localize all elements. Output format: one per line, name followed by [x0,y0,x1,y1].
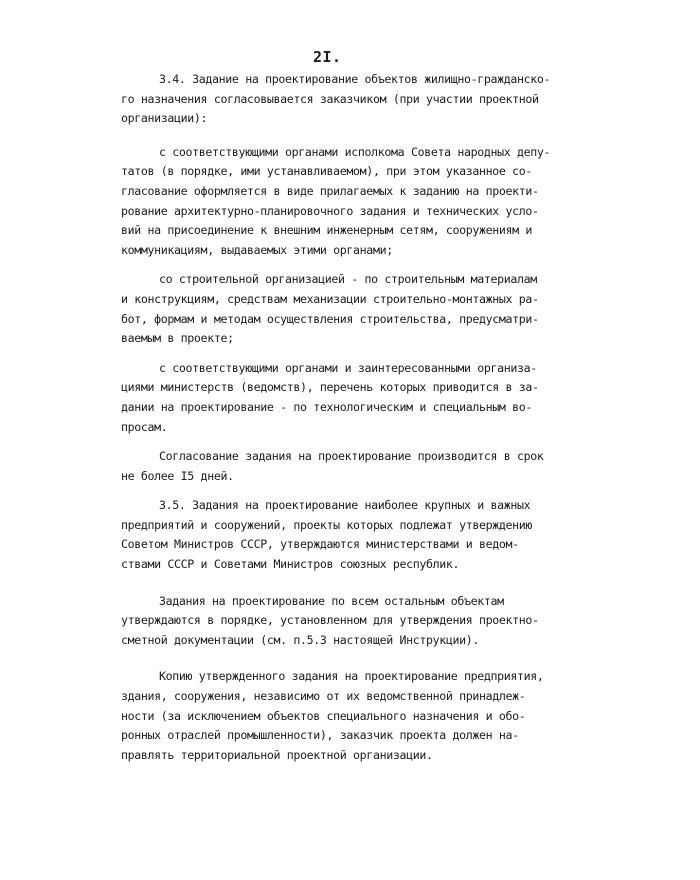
text-line: и конструкциям, средствам механизации строительно-монтажных ра- [121,291,539,306]
page-number: 2I. [313,48,342,66]
paragraph-ministries [121,359,591,437]
paragraph-approval-term [121,447,591,486]
text-line: с соответствующими органами исполкома Совета народных депу- [159,144,551,159]
text-line: правлять территориальной проектной организации. [121,747,433,762]
text-line: ваемым в проекте; [121,331,234,346]
text-line: с соответствующими органами и заинтересованными организа- [159,360,537,375]
text-line: утверждаются в порядке, установленном для утверждения проектно- [121,613,539,628]
text-line: не более I5 дней. [121,468,234,483]
text-line: гласование оформляется в виде прилагаемых к заданию на проекти- [121,183,539,198]
text-line: просам. [121,419,168,434]
document-body [121,70,591,765]
text-line: здания, сооружения, независимо от их ведомственной принадлеж- [121,689,526,704]
text-line: вий на присоединение к внешним инженерным сетям, сооружениям и [121,223,533,238]
paragraph-3-4-intro [121,70,591,129]
text-line: 3.4. Задание на проектирование объектов жилищно-гражданско- [159,72,551,86]
text-line: Советом Министров СССР, утверждаются министерствами и ведом- [121,537,519,552]
text-line: дании на проектирование - по технологическим и специальным во- [121,399,533,414]
text-line: го назначения согласовывается заказчиком (при участии проектной [121,91,539,106]
text-line: ствами СССР и Советами Министров союзных республик. [121,557,460,572]
text-line: коммуникациям, выдаваемых этими органами; [121,242,393,257]
text-line: Копию утвержденного задания на проектирование предприятия, [159,669,544,684]
text-line: рование архитектурно-планировочного задания и технических усло- [121,203,539,218]
paragraph-3-5 [121,496,591,574]
text-line: ности (за исключением объектов специального назначения и обо- [121,708,526,723]
paragraph-construction-organization [121,270,591,348]
text-line: 3.5. Задания на проектирование наиболее крупных и важных [159,498,531,513]
text-line: Задания на проектирование по всем остальным объектам [159,593,504,608]
text-line: циями министерств (ведомств), перечень которых приводится в за- [121,380,539,395]
text-line: предприятий и сооружений, проекты которых подлежат утверждению [121,517,533,532]
text-line: организации): [121,111,208,126]
text-line: Согласование задания на проектирование производится в срок [159,449,544,464]
paragraph-executive-committee [121,143,591,261]
text-line: ронных отраслей промышленности), заказчик проекта должен на- [121,728,519,743]
text-line: татов (в порядке, ими устанавливаемом), при этом указанное со- [121,164,533,179]
text-line: бот, формам и методам осуществления строительства, предусматри- [121,311,539,326]
text-line: сметной документации (см. п.5.3 настоящей Инструкции). [121,632,480,647]
paragraph-copy-of-task [121,667,591,765]
paragraph-other-objects [121,592,591,651]
text-line: со строительной организацией - по строительным материалам [159,272,537,287]
